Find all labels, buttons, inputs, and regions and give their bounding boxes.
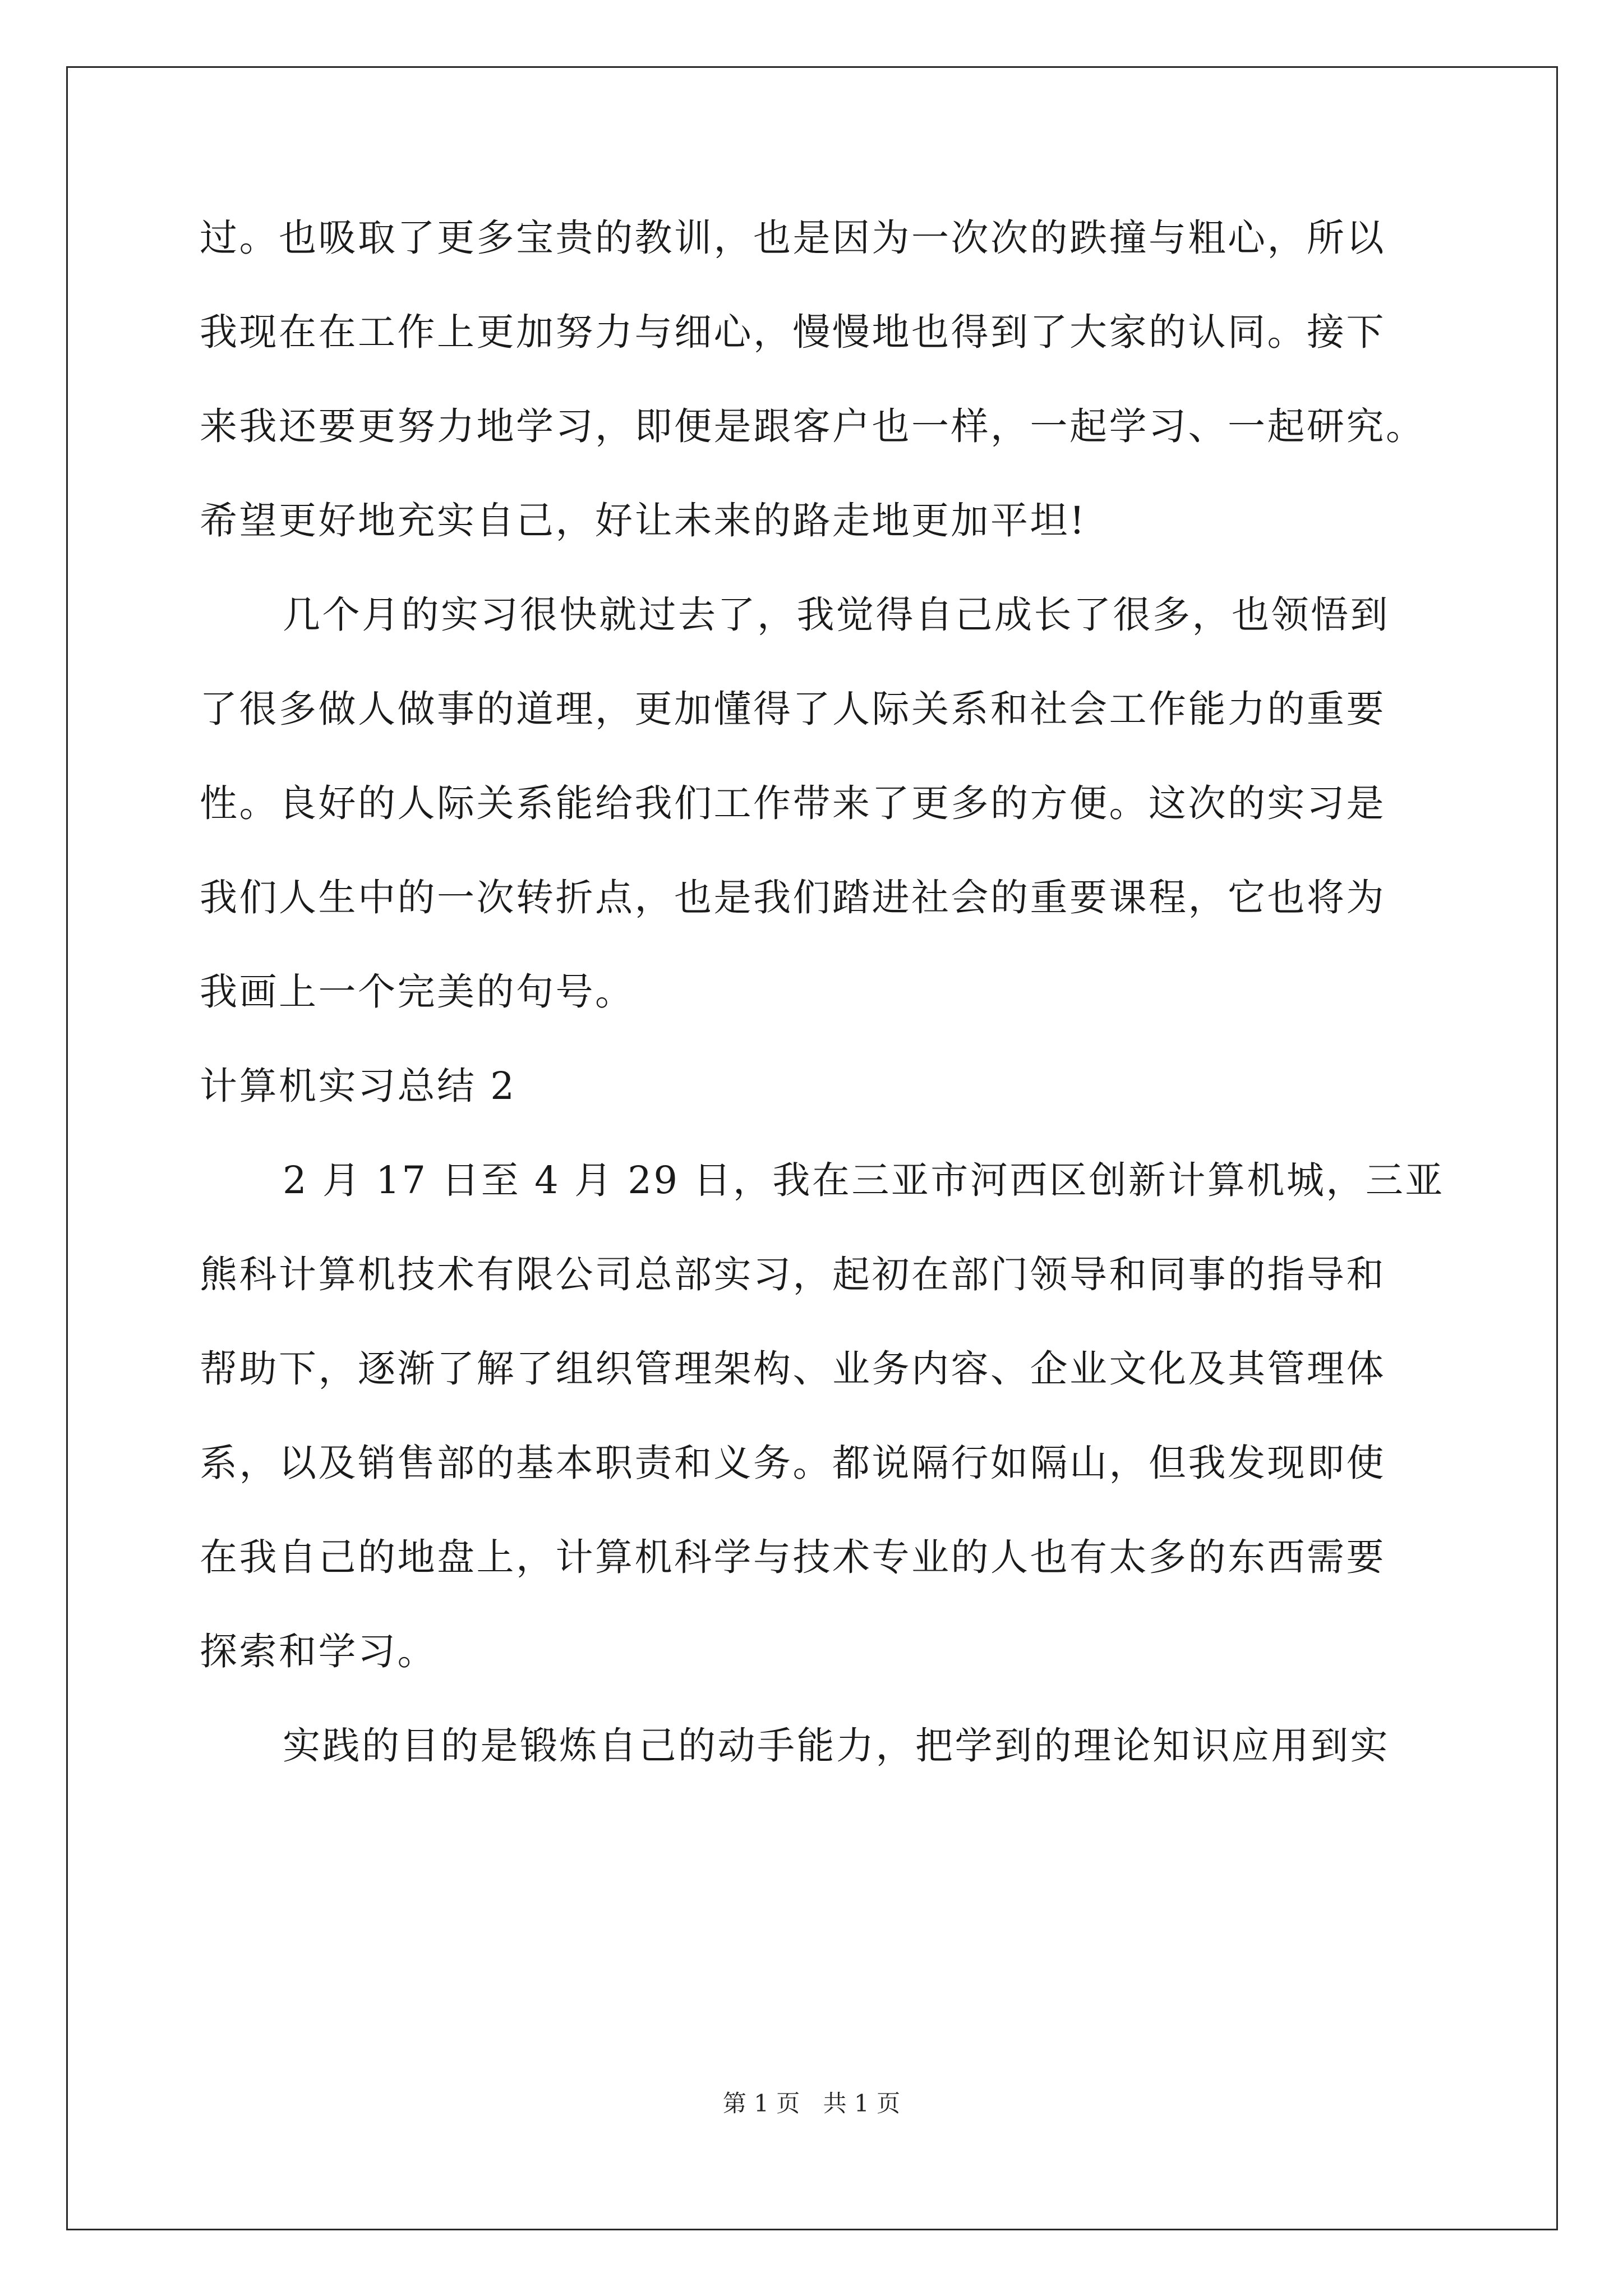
- paragraph-line: 2 月 17 日至 4 月 29 日，我在三亚市河西区创新计算机城，三亚: [283, 1158, 1445, 1202]
- paragraph-line: 我们人生中的一次转折点，也是我们踏进社会的重要课程，它也将为: [200, 876, 1386, 919]
- paragraph-line: 熊科计算机技术有限公司总部实习，起初在部门领导和同事的指导和: [200, 1253, 1386, 1296]
- paragraph-line: 几个月的实习很快就过去了，我觉得自己成长了很多，也领悟到: [283, 593, 1390, 637]
- page-total: 共 1 页: [823, 2090, 901, 2117]
- document-body: [200, 212, 1461, 1814]
- paragraph-line: 希望更好地充实自己，好让未来的路走地更加平坦!: [200, 499, 1087, 542]
- paragraph-line: 系，以及销售部的基本职责和义务。都说隔行如隔山，但我发现即使: [200, 1441, 1386, 1485]
- page-number: 第 1 页: [722, 2090, 800, 2117]
- paragraph-line: 实践的目的是锻炼自己的动手能力，把学到的理论知识应用到实: [283, 1724, 1390, 1768]
- paragraph-line: 我画上一个完美的句号。: [200, 970, 635, 1014]
- paragraph-line: 在我自己的地盘上，计算机科学与技术专业的人也有太多的东西需要: [200, 1535, 1386, 1579]
- paragraph-line: 过。也吸取了更多宝贵的教训，也是因为一次次的跌撞与粗心，所以: [200, 216, 1386, 260]
- paragraph-line: 了很多做人做事的道理，更加懂得了人际关系和社会工作能力的重要: [200, 687, 1386, 731]
- paragraph-line: 探索和学习。: [200, 1630, 437, 1673]
- paragraph-line: 我现在在工作上更加努力与细心，慢慢地也得到了大家的认同。接下: [200, 310, 1386, 354]
- paragraph-line: 帮助下，逐渐了解了组织管理架构、业务内容、企业文化及其管理体: [200, 1347, 1386, 1391]
- section-heading: 计算机实习总结 2: [200, 1064, 517, 1108]
- paragraph-line: 来我还要更努力地学习，即便是跟客户也一样，一起学习、一起研究。: [200, 404, 1426, 448]
- page-footer: [0, 2088, 1623, 2119]
- paragraph-line: 性。良好的人际关系能给我们工作带来了更多的方便。这次的实习是: [200, 781, 1386, 825]
